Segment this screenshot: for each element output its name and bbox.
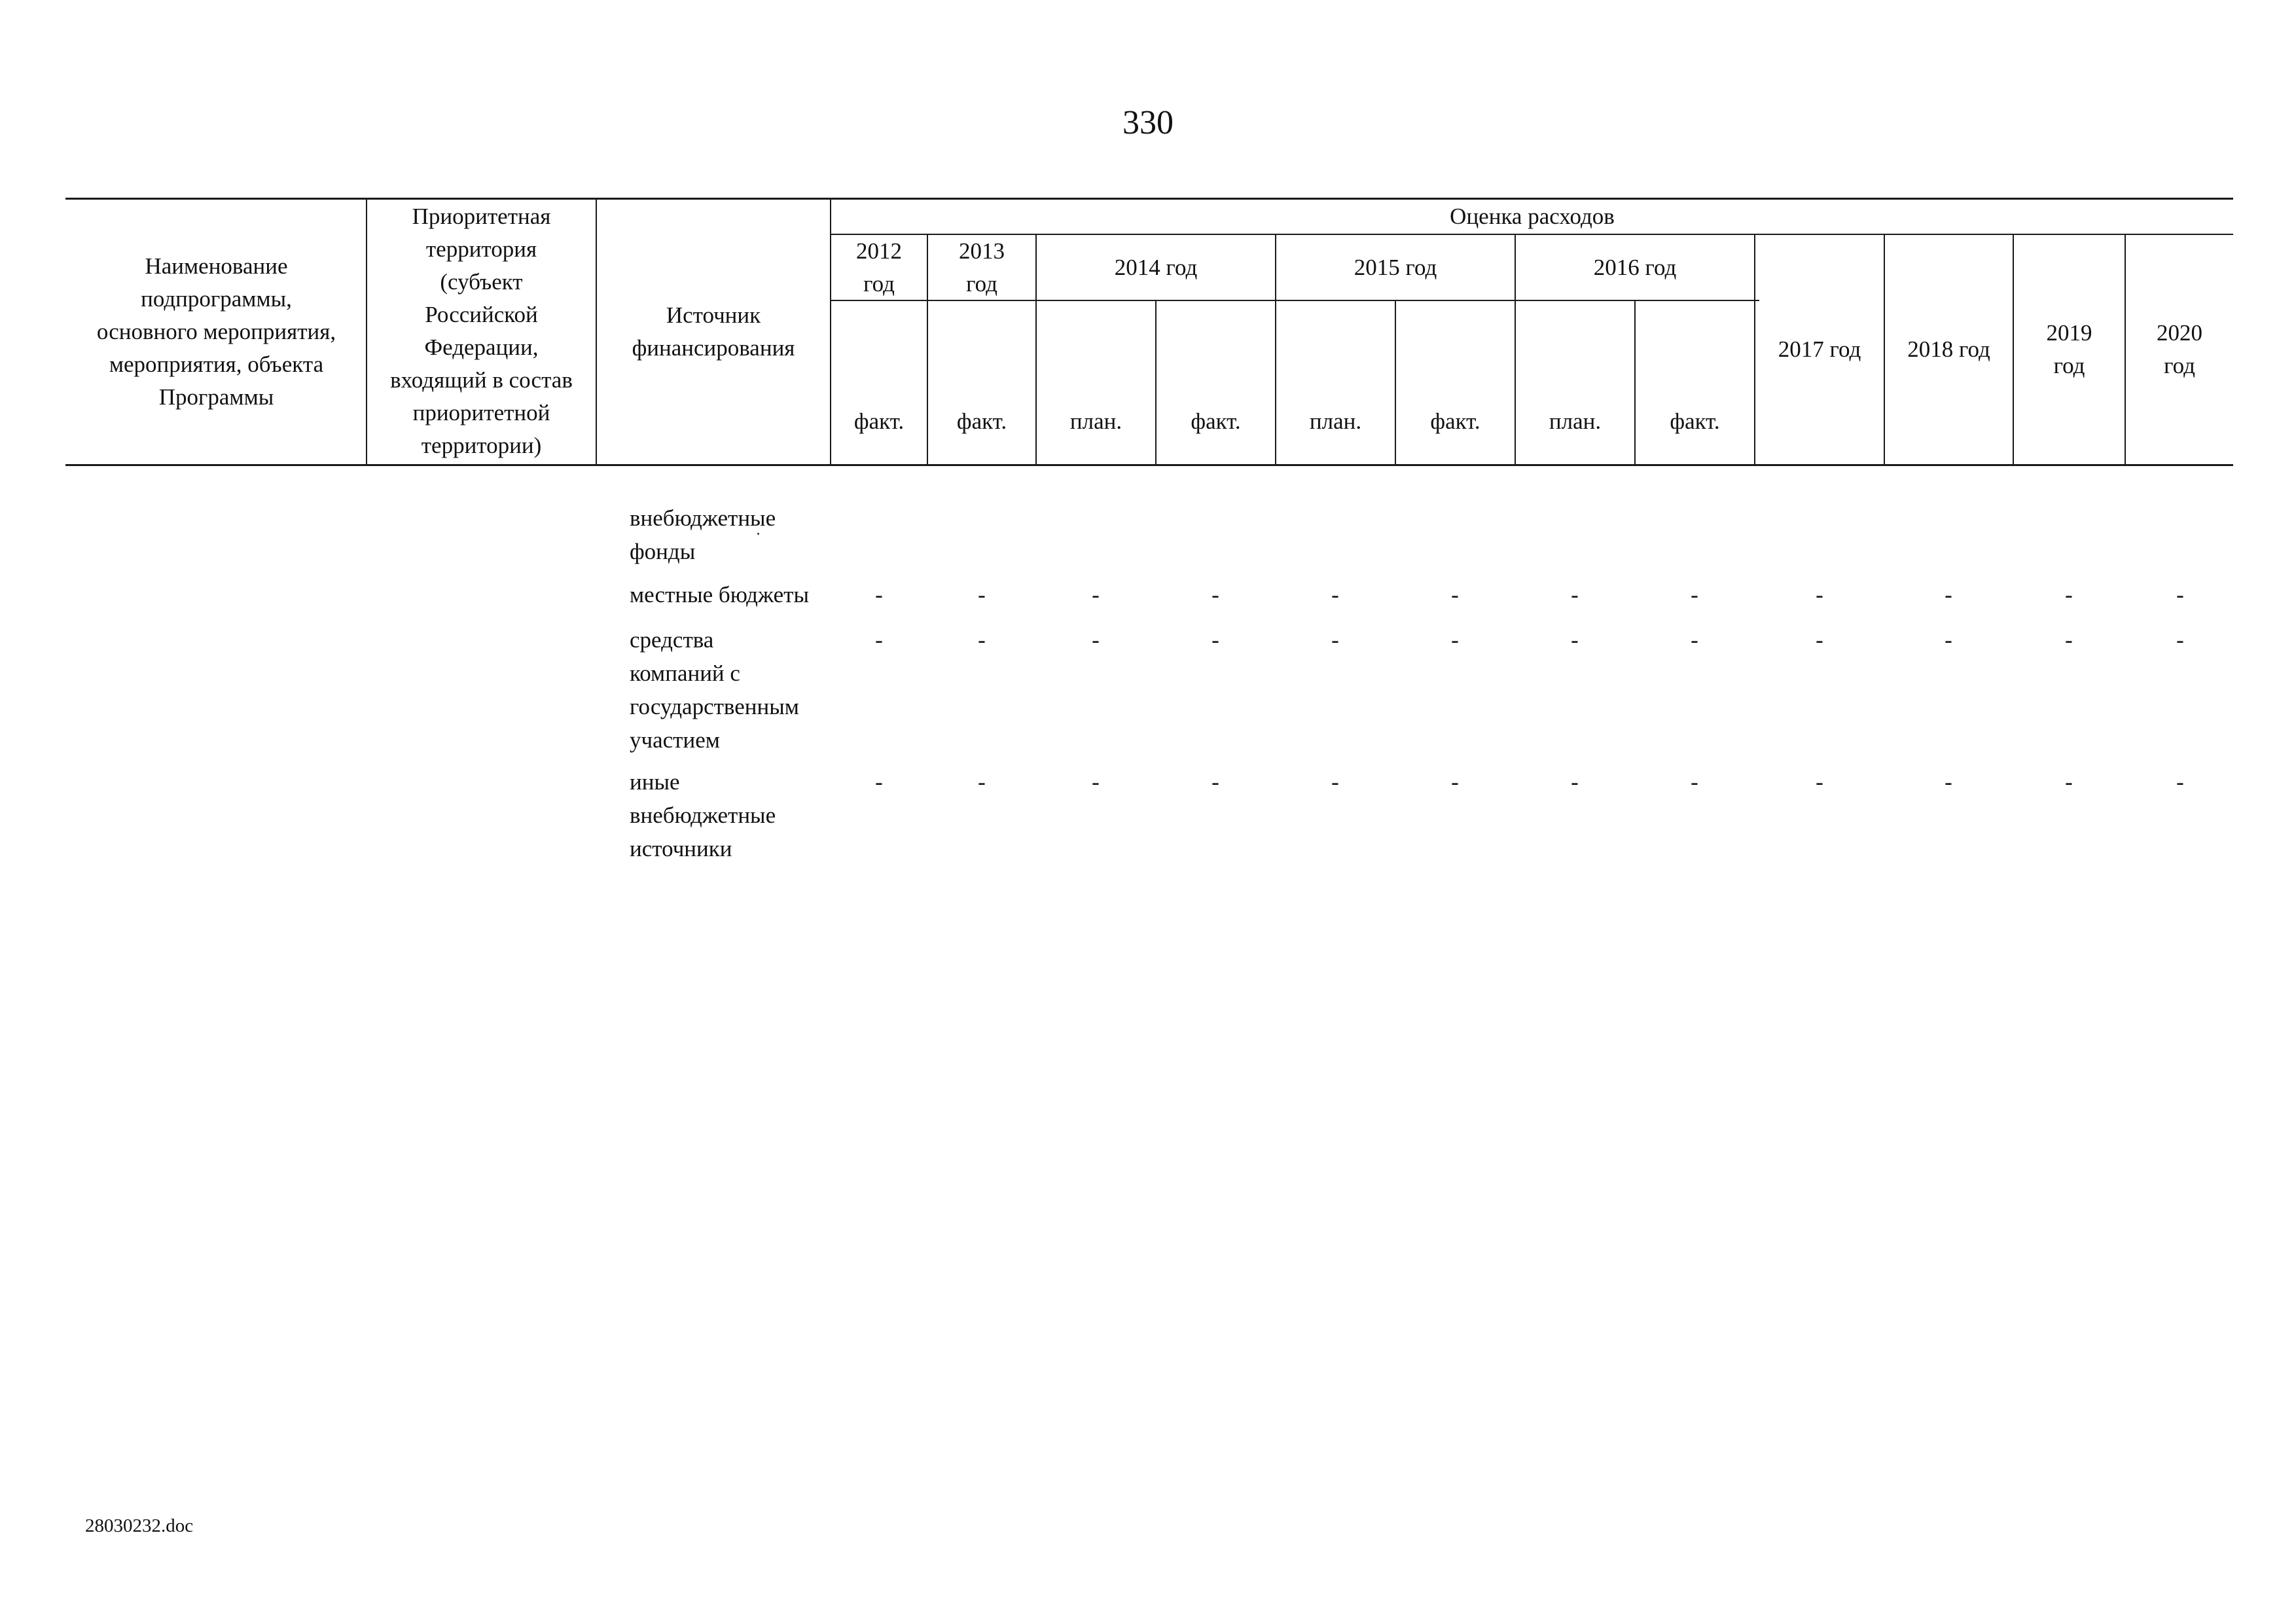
table-cell-value: - [1451, 769, 1459, 795]
header-2012-fact: факт. [853, 408, 905, 434]
footer-filename: 28030232.doc [85, 1515, 194, 1536]
header-2014-fact: факт. [1191, 408, 1241, 434]
table-cell-value: - [1092, 627, 1100, 653]
table-cell-value: - [978, 769, 986, 795]
table-cell-value: - [1211, 582, 1219, 607]
header-2013-fact: факт. [956, 408, 1007, 434]
table-cell-value: - [1451, 627, 1459, 653]
row-source-label: местные бюджеты [630, 582, 809, 607]
table-cell-value: - [2176, 769, 2184, 795]
table-cell-value: - [875, 627, 883, 653]
table-cell-value: - [1945, 769, 1952, 795]
header-2016-plan: план. [1549, 408, 1602, 434]
header-year-2016: 2016 год [1593, 254, 1677, 280]
table-cell-value: - [1211, 627, 1219, 653]
header-territory-column: Приоритетная территория (субъект Российской Федерации, входящий в состав приоритетной территории) [390, 204, 573, 458]
table-cell-value: - [2176, 582, 2184, 607]
table-cell-value: - [1816, 582, 1823, 607]
scan-speck [757, 533, 759, 535]
table-cell-value: - [978, 582, 986, 607]
table-cell-value: - [1451, 582, 1459, 607]
row-source-label: иные внебюджетные источники [630, 769, 776, 861]
table-cell-value: - [1691, 627, 1698, 653]
row-source-label: средства компаний с государственным участием [630, 627, 799, 753]
row-source-label: внебюджетные фонды [630, 505, 776, 564]
header-year-2020: 2020 год [2157, 320, 2202, 378]
table-cell-value: - [1571, 627, 1579, 653]
header-year-2019: 2019 год [2046, 320, 2092, 378]
table-cell-value: - [2176, 627, 2184, 653]
table-cell-value: - [1945, 582, 1952, 607]
table-cell-value: - [1571, 582, 1579, 607]
page-number: 330 [1122, 104, 1174, 141]
header-year-2018: 2018 год [1907, 336, 1990, 362]
table-cell-value: - [978, 627, 986, 653]
table-cell-value: - [1211, 769, 1219, 795]
header-2015-fact: факт. [1430, 408, 1480, 434]
header-year-2013: 2013 год [959, 238, 1005, 297]
table-cell-value: - [875, 582, 883, 607]
header-year-2014: 2014 год [1114, 254, 1198, 280]
header-source-column: Источник финансирования [632, 302, 795, 361]
header-2015-plan: план. [1309, 408, 1362, 434]
table-cell-value: - [1816, 627, 1823, 653]
header-year-2017: 2017 год [1778, 336, 1861, 362]
table-cell-value: - [1092, 582, 1100, 607]
table-cell-value: - [2065, 582, 2073, 607]
table-cell-value: - [2065, 769, 2073, 795]
table-cell-value: - [1331, 582, 1339, 607]
table-cell-value: - [1571, 769, 1579, 795]
header-2014-plan: план. [1069, 408, 1122, 434]
header-year-2015: 2015 год [1354, 254, 1437, 280]
table-cell-value: - [1691, 769, 1698, 795]
table-cell-value: - [1945, 627, 1952, 653]
header-2016-fact: факт. [1670, 408, 1720, 434]
table-cell-value: - [1816, 769, 1823, 795]
table-cell-value: - [1092, 769, 1100, 795]
table-cell-value: - [1331, 627, 1339, 653]
table-cell-value: - [2065, 627, 2073, 653]
table-cell-value: - [1331, 769, 1339, 795]
table-cell-value: - [875, 769, 883, 795]
header-name-column: Наименование подпрограммы, основного мероприятия, мероприятия, объекта Программы [96, 253, 336, 410]
header-year-2012: 2012 год [856, 238, 902, 297]
table-cell-value: - [1691, 582, 1698, 607]
header-expense-group: Оценка расходов [1450, 203, 1615, 229]
